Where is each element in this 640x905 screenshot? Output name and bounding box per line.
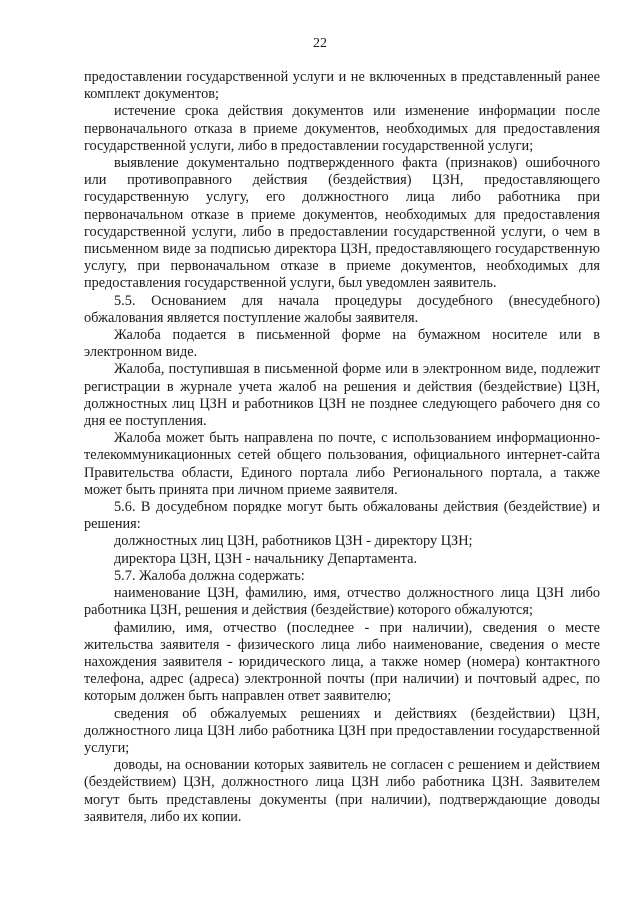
paragraph: истечение срока действия документов или изменение информации после первоначального отказа в приеме документов, необходимых для предоставления государственной услуги, либо в предоставлении государственной услуги; [84, 103, 600, 154]
paragraph: должностных лиц ЦЗН, работников ЦЗН - директору ЦЗН; [114, 533, 473, 550]
paragraph: директора ЦЗН, ЦЗН - начальнику Департамента. [114, 550, 418, 567]
paragraph-section-5-6: 5.6. В досудебном порядке могут быть обжалованы действия (бездействие) и решения: [84, 499, 600, 533]
paragraph-section-5-7: 5.7. Жалоба должна содержать: [114, 567, 305, 584]
paragraph: Жалоба может быть направлена по почте, с использованием информационно-телекоммуникационных сетей общего пользования, официального интернет-сайта Правительства области, Единого портала либо Регионального портала, а также может быть принята при личном приеме заявителя. [84, 430, 600, 498]
paragraph-continuation: предоставлении государственной услуги и не включенных в представленный ранее комплект документов; [84, 69, 600, 103]
paragraph: выявление документально подтвержденного факта (признаков) ошибочного или противоправного действия (бездействия) ЦЗН, предоставляющего государственную услугу, его должностного лица либо работника при первоначальном отказе в приеме документов, необходимых для предоставления государственной услуги, либо в предоставлении государственной услуги, о чем в письменном виде за подписью директора ЦЗН, предоставляющего государственную услугу, при первоначальном отказе в приеме документов, необходимых для предоставления государственной услуги, был уведомлен заявитель. [84, 155, 600, 292]
paragraph: фамилию, имя, отчество (последнее - при наличии), сведения о месте жительства заявителя - физического лица либо наименование, сведения о месте нахождения заявителя - юридического лица, а также номер (номера) контактного телефона, адрес (адреса) электронной почты (при наличии) и почтовый адрес, по которым должен быть направлен ответ заявителю; [84, 619, 600, 705]
paragraph: доводы, на основании которых заявитель не согласен с решением и действием (бездействием) ЦЗН, должностного лица ЦЗН либо работника ЦЗН. Заявителем могут быть представлены документы (при наличии), подтверждающие доводы заявителя, либо их копии. [84, 757, 600, 825]
paragraph: Жалоба подается в письменной форме на бумажном носителе или в электронном виде. [84, 327, 600, 361]
paragraph: наименование ЦЗН, фамилию, имя, отчество должностного лица ЦЗН либо работника ЦЗН, решения и действия (бездействие) которого обжалуются; [84, 585, 600, 619]
page-number: 22 [313, 36, 327, 51]
paragraph: Жалоба, поступившая в письменной форме или в электронном виде, подлежит регистрации в журнале учета жалоб на решения и действия (бездействие) ЦЗН, должностных лиц ЦЗН и работников ЦЗН не позднее следующего рабочего дня со дня ее поступления. [84, 361, 600, 430]
paragraph: сведения об обжалуемых решениях и действиях (бездействии) ЦЗН, должностного лица ЦЗН либо работника ЦЗН при предоставлении государственной услуги; [84, 705, 600, 756]
paragraph-section-5-5: 5.5. Основанием для начала процедуры досудебного (внесудебного) обжалования является поступление жалобы заявителя. [84, 292, 600, 326]
document-body [84, 69, 600, 826]
